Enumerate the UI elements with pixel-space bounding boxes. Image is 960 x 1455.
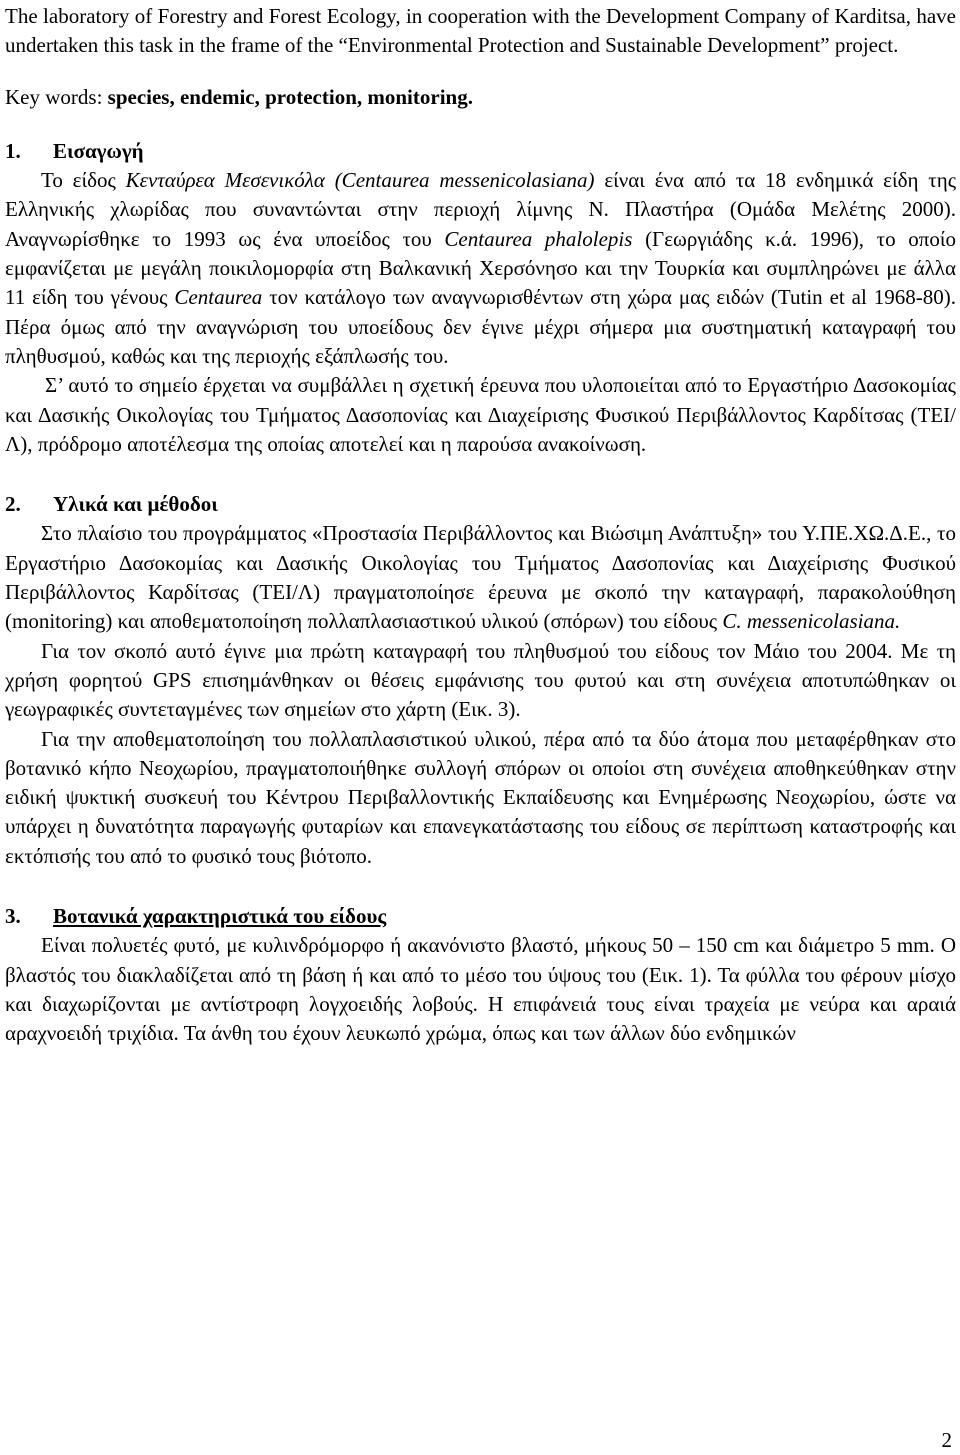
section-3-title: Βοτανικά χαρακτηριστικά του είδους: [53, 904, 387, 929]
section-2-paragraph-2: Για τον σκοπό αυτό έγινε μια πρώτη καταγραφή του πληθυσμού του είδους τον Μάιο του 2004. Με τη χρήση φορητού GPS επισημάνθηκαν οι θέσεις εμφάνισης του φυτού και στη συνέχεια αποτυπώθηκαν οι γεωγραφικές συντεταγμένες των σημείων στο χάρτη (Εικ. 3).: [5, 638, 956, 722]
page-number: 2: [941, 1428, 952, 1452]
s1p1-text-c: (Γεωργιάδης κ.ά. 1996), το οποίο εμφανίζεται με μεγάλη ποικιλομορφία στη Βαλκανική Χερσόνησο και την Τουρκία και συμπληρώνει με άλλα 11 είδη του γένους: [5, 226, 956, 310]
s1p1-text-a: Το είδος: [41, 168, 126, 193]
section-1-title: Εισαγωγή: [53, 138, 144, 163]
s2p1-text-a: Στο πλαίσιο του προγράμματος «Προστασία Περιβάλλοντος και Βιώσιμη Ανάπτυξη» του Υ.ΠΕ.ΧΩ.Δ.Ε., το Εργαστήριο Δασοκομίας και Δασικής Οικολογίας του Τμήματος Δασοπονίας και Διαχείρισης Φυσικού Περιβάλλοντος Καρδίτσας (ΤΕΙ/Λ) πραγματοποίησε έρευνα με σκοπό την καταγραφή, παρακολούθηση (monitoring) και αποθεματοποίηση πολλαπλασιαστικού υλικού (σπόρων) του είδους: [5, 521, 956, 634]
section-1-number: 1.: [5, 138, 21, 163]
keywords-label: Key words:: [5, 84, 108, 109]
intro-paragraph: The laboratory of Forestry and Forest Ecology, in cooperation with the Development Company of Karditsa, have undertaken this task in the frame of the “Environmental Protection and Sustainable Development” project.: [5, 4, 956, 58]
section-2-heading: [5, 490, 956, 519]
section-2-paragraph-3: Για την αποθεματοποίηση του πολλαπλασιστικού υλικού, πέρα από τα δύο άτομα που μεταφέρθηκαν στο βοτανικό κήπο Νεοχωρίου, πραγματοποιήθηκε συλλογή σπόρων οι οποίοι στη συνέχεια αποθηκεύθηκαν στην ειδική ψυκτική συσκευή του Κέντρου Περιβαλλοντικής Εκπαίδευσης και Ενημέρωσης Νεοχωρίου, ώστε να υπάρχει η δυνατότητα παραγωγής φυταρίων και επανεγκατάστασης του είδους σε περίπτωση καταστροφής και εκτόπισής του από το φυσικό τους βιότοπο.: [5, 726, 956, 868]
s1p1-genus-name: Centaurea: [174, 285, 263, 310]
section-1-paragraph-2: Σ’ αυτό το σημείο έρχεται να συμβάλλει η σχετική έρευνα που υλοποιείται από το Εργαστήριο Δασοκομίας και Δασικής Οικολογίας του Τμήματος Δασοπονίας και Διαχείρισης Φυσικού Περιβάλλοντος Καρδίτσας (ΤΕΙ/Λ), πρόδρομο αποτέλεσμα της οποίας αποτελεί και η παρούσα ανακοίνωση.: [5, 373, 956, 456]
keywords-terms: species, endemic, protection, monitoring.: [107, 84, 473, 109]
section-3-paragraph-1: Είναι πολυετές φυτό, με κυλινδρόμορφο ή ακανόνιστο βλαστό, μήκους 50 – 150 cm και διάμετρο 5 mm. Ο βλαστός του διακλαδίζεται από τη βάση ή και από το μέσο του ύψους του (Εικ. 1). Τα φύλλα του φέρουν μίσχο και διαχωρίζονται με αντίστροφη λογχοειδής λοβούς. Η επιφάνειά τους είναι τραχεία με νεύρα και αραιά αραχνοειδή τριχίδια. Τα άνθη του έχουν λευκωπό χρώμα, όπως και των άλλων δύο ενδημικών: [5, 933, 956, 1046]
keywords-line: [5, 83, 956, 112]
s1p1-text-b: είναι ένα από τα 18 ενδημικά είδη της Ελληνικής χλωρίδας που συναντώνται στην περιοχή λίμνης Ν. Πλαστήρα (Ομάδα Μελέτης 2000). Αναγνωρίσθηκε το 1993 ως ένα υποείδος του: [5, 168, 957, 251]
section-1-paragraph-1: [5, 166, 956, 371]
s1p1-species-name: Κενταύρεα Μεσενικόλα (Centaurea messenicolasiana): [125, 168, 595, 193]
s2p1-species-name: C. messenicolasiana.: [722, 609, 901, 634]
section-3-heading: [5, 902, 956, 931]
section-2-title: Υλικά και μέθοδοι: [53, 492, 218, 517]
section-2-number: 2.: [5, 492, 21, 517]
s1p1-text-d: τον κατάλογο των αναγνωρισθέντων στη χώρα μας ειδών (Tutin et al 1968-80). Πέρα όμως από την αναγνώριση του υποείδους δεν έγινε μέχρι σήμερα μια συστηματική καταγραφή του πληθυσμού, καθώς και της περιοχής εξάπλωσής του.: [5, 285, 956, 368]
section-1-heading: [5, 137, 956, 166]
section-2-paragraph-1: [5, 519, 956, 636]
page-body: [5, 2, 956, 1049]
s1p1-species2-name: Centaurea phalolepis: [444, 226, 633, 251]
section-3-number: 3.: [5, 904, 21, 929]
